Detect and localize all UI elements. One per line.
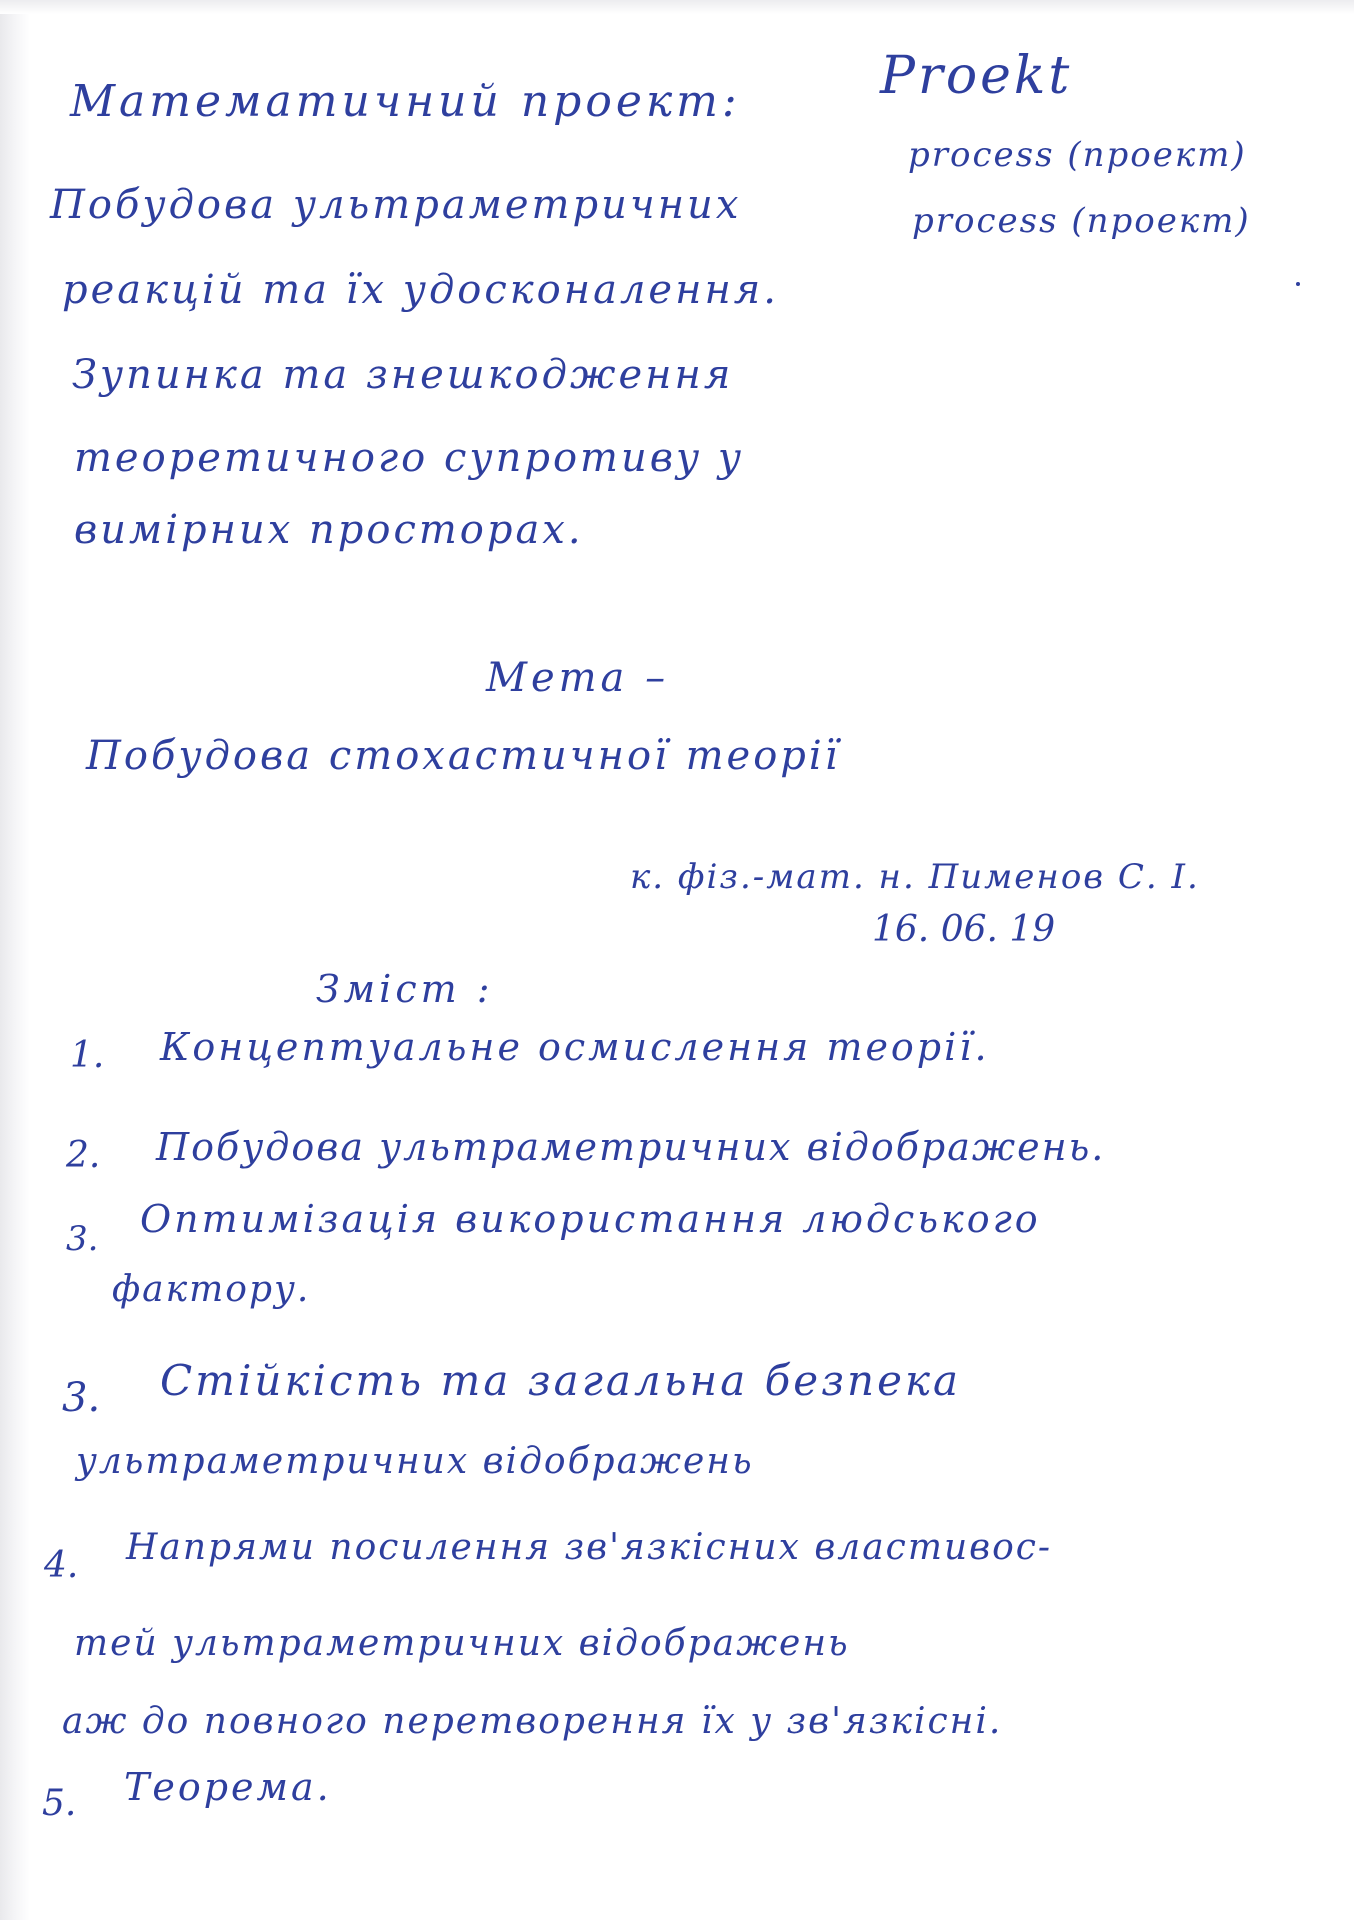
intro-line-1: Побудова ультраметричних: [50, 182, 742, 228]
intro-line-2: реакцій та їх удосконалення.: [62, 267, 779, 313]
item-text: Оптимізація використання людського: [140, 1197, 1041, 1241]
item-text: Напрями посилення зв'язкісних властивос-: [126, 1527, 1053, 1568]
item-number: 2.: [66, 1135, 101, 1176]
goal-heading: Мета –: [486, 655, 670, 701]
item-text: аж до повного перетворення їх у зв'язкісні.: [62, 1701, 1003, 1742]
contents-heading: Зміст :: [316, 967, 494, 1011]
item-text: Стійкість та загальна безпека: [160, 1356, 962, 1405]
item-text: фактору.: [112, 1269, 311, 1310]
project-label: Proekt: [880, 46, 1073, 106]
item-text: Теорема.: [124, 1765, 332, 1809]
item-number: 5.: [42, 1783, 77, 1824]
item-text: Концептуальне осмислення теорії.: [160, 1025, 990, 1069]
title-line: Математичний проект:: [70, 76, 741, 127]
stray-dot: [1296, 282, 1300, 286]
goal-text: Побудова стохастичної теорії: [86, 733, 841, 779]
signature-date: 16. 06. 19: [872, 909, 1056, 950]
item-number: 4.: [44, 1545, 79, 1586]
intro-line-5: вимірних просторах.: [74, 507, 584, 553]
intro-line-3: Зупинка та знешкодження: [72, 352, 734, 398]
scan-top-shadow: [0, 0, 1354, 14]
item-text: тей ультраметричних відображень: [74, 1623, 850, 1664]
intro-line-4: теоретичного супротиву у: [74, 435, 745, 481]
process-line-1: process (проект): [908, 135, 1247, 175]
author-signature: к. фіз.-мат. н. Пименов С. І.: [630, 857, 1200, 897]
item-text: ультраметричних відображень: [76, 1441, 754, 1482]
item-number: 3.: [62, 1375, 101, 1421]
item-text: Побудова ультраметричних відображень.: [156, 1125, 1106, 1169]
scan-left-shadow: [0, 0, 30, 1920]
item-number: 3.: [66, 1219, 99, 1259]
item-number: 1.: [70, 1035, 105, 1076]
process-line-2: process (проект): [912, 201, 1251, 241]
